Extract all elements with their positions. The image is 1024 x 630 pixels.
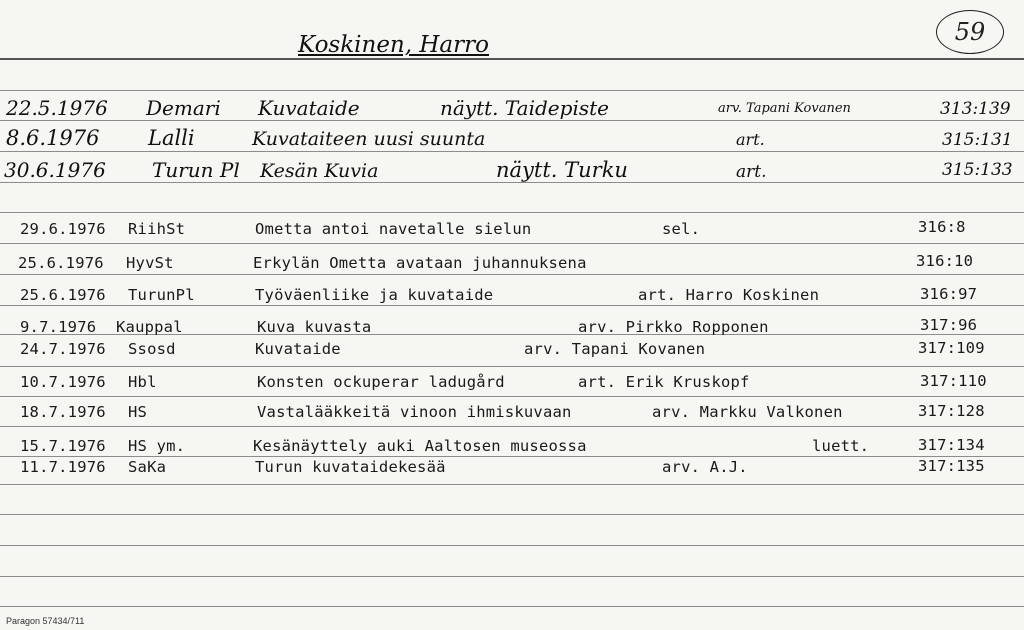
row-source: HS ym. [128,437,186,455]
row-source: HS [128,403,148,421]
hw-source: Turun Pl [152,158,240,182]
row-title: Kuva kuvasta [257,318,372,336]
row-source: Ssosd [128,340,176,358]
row-title: Ometta antoi navetalle sielun [255,220,532,238]
row-title: Erkylän Ometta avataan juhannuksena [253,254,587,272]
hw-date: 8.6.1976 [6,126,100,150]
row-title: Työväenliike ja kuvataide [255,286,494,304]
row-source: HyvSt [126,254,174,272]
ruled-line [0,305,1024,306]
hw-note: näytt. Taidepiste [440,96,609,120]
ruled-line [0,396,1024,397]
ruled-line [0,484,1024,485]
row-title: Konsten ockuperar ladugård [257,373,505,391]
row-source: Hbl [128,373,157,391]
row-date: 25.6.1976 [20,286,106,304]
row-date: 9.7.1976 [20,318,97,336]
hw-author: arv. Tapani Kovanen [718,101,851,116]
row-date: 11.7.1976 [20,458,106,476]
row-author: arv. Pirkko Ropponen [578,318,769,336]
ruled-line [0,514,1024,515]
row-author: sel. [662,220,701,238]
ruled-line [0,151,1024,152]
header-name: Koskinen, Harro [298,32,489,58]
print-mark: Paragon 57434/711 [6,616,85,626]
row-title: Kesänäyttely auki Aaltosen museossa [253,437,587,455]
row-source: Kauppal [116,318,183,336]
card-number: 59 [936,10,1004,54]
row-title: Turun kuvataidekesää [255,458,446,476]
top-rule [0,58,1024,60]
row-title: Vastalääkkeitä vinoon ihmiskuvaan [257,403,572,421]
row-date: 10.7.1976 [20,373,106,391]
row-author: arv. Tapani Kovanen [524,340,706,358]
hw-author: art. [736,162,767,182]
row-ref: 317:110 [920,372,987,390]
row-date: 15.7.1976 [20,437,106,455]
hw-title: Kuvataiteen uusi suunta [252,128,486,150]
row-title: Kuvataide [255,340,341,358]
row-ref: 316:10 [916,252,974,270]
hw-ref: 313:139 [940,99,1011,119]
row-author: luett. [812,437,870,455]
row-ref: 316:8 [918,218,966,236]
hw-ref: 315:133 [942,160,1013,180]
row-date: 29.6.1976 [20,220,106,238]
row-source: RiihSt [128,220,186,238]
row-ref: 316:97 [920,285,978,303]
hw-date: 30.6.1976 [4,158,106,182]
hw-source: Lalli [148,126,195,150]
hw-author: art. [736,130,765,149]
ruled-line [0,274,1024,275]
ruled-line [0,212,1024,213]
hw-note: näytt. Turku [496,158,628,182]
hw-source: Demari [146,96,221,120]
ruled-line [0,120,1024,121]
row-ref: 317:128 [918,402,985,420]
ruled-line [0,456,1024,457]
ruled-line [0,182,1024,183]
hw-title: Kesän Kuvia [260,160,379,182]
ruled-line [0,243,1024,244]
row-ref: 317:96 [920,316,978,334]
row-author: arv. A.J. [662,458,748,476]
row-author: art. Erik Kruskopf [578,373,750,391]
ruled-line [0,606,1024,607]
row-author: art. Harro Koskinen [638,286,820,304]
row-author: arv. Markku Valkonen [652,403,843,421]
hw-date: 22.5.1976 [6,96,108,120]
ruled-line [0,426,1024,427]
ruled-line [0,366,1024,367]
row-source: SaKa [128,458,167,476]
hw-ref: 315:131 [942,130,1013,150]
row-date: 24.7.1976 [20,340,106,358]
row-ref: 317:109 [918,339,985,357]
row-source: TurunPl [128,286,195,304]
row-ref: 317:135 [918,457,985,475]
ruled-line [0,545,1024,546]
ruled-line [0,90,1024,91]
ruled-line [0,576,1024,577]
row-date: 25.6.1976 [18,254,104,272]
hw-title: Kuvataide [258,96,360,120]
row-ref: 317:134 [918,436,985,454]
row-date: 18.7.1976 [20,403,106,421]
